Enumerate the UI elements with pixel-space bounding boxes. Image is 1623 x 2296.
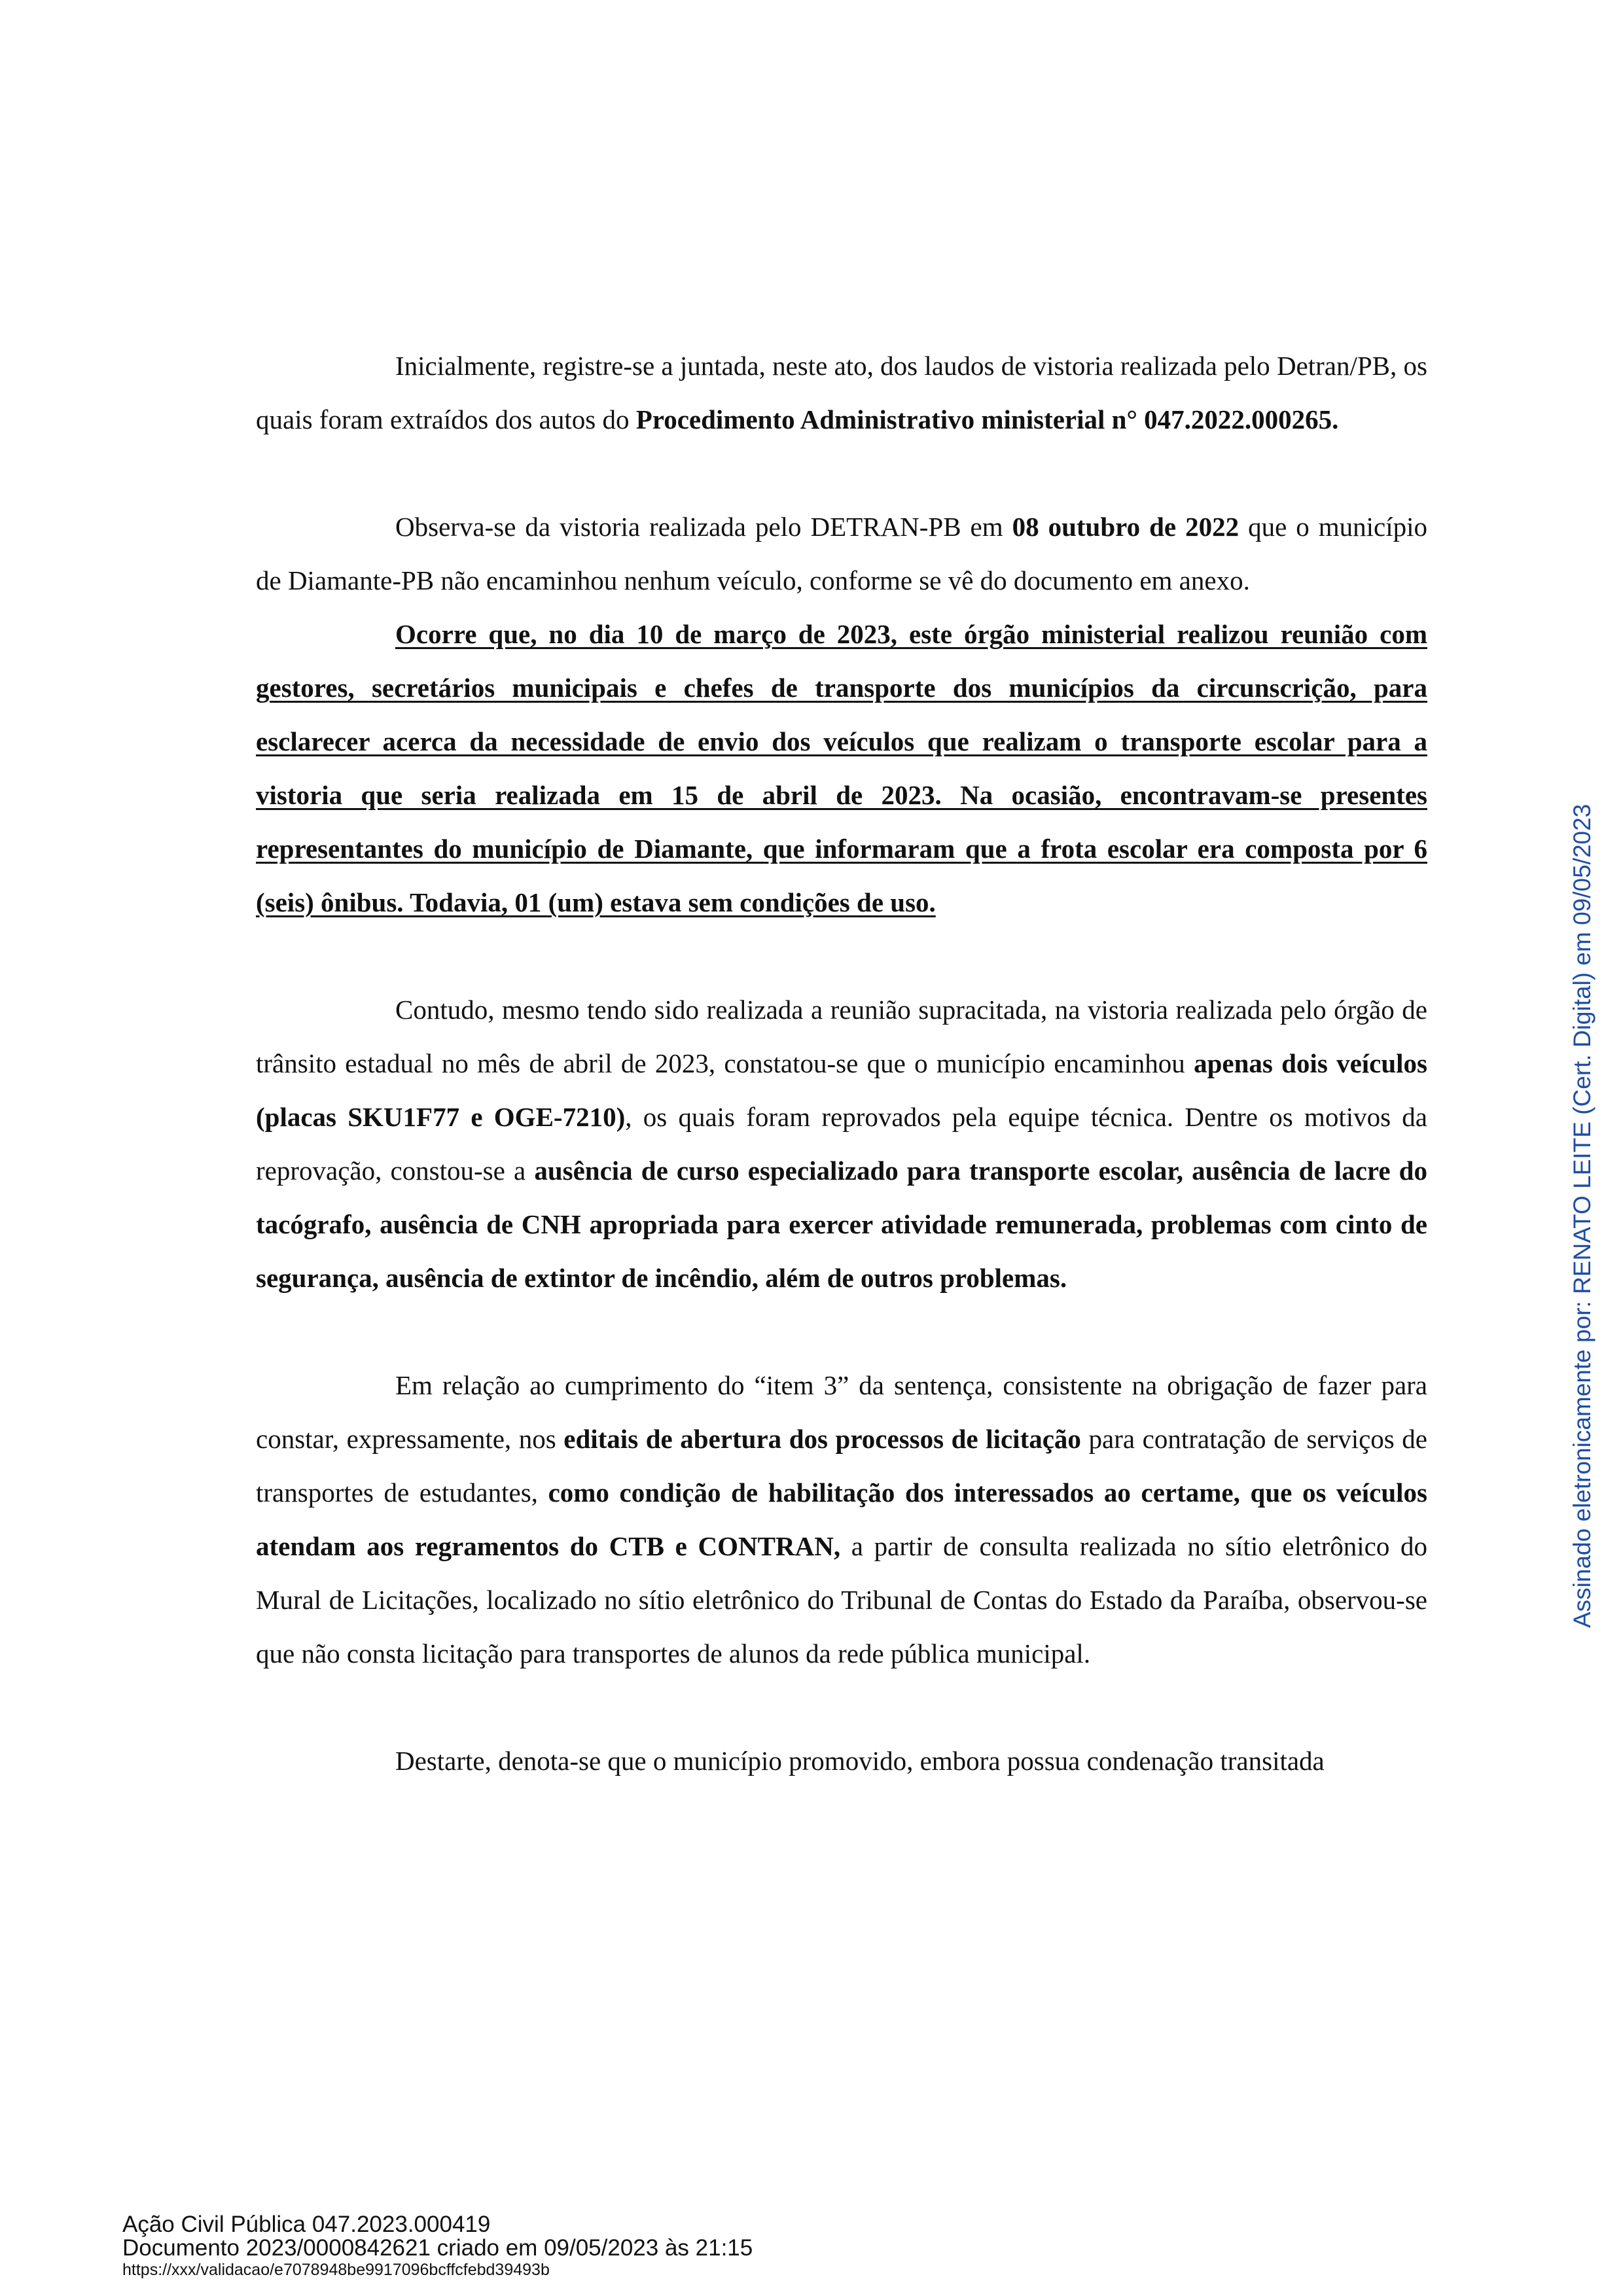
paragraph-text: Contudo, mesmo tendo sido realizada a reunião supracitada, na vistoria realizada pelo órgão de trânsito estadual no mês de abril de 2023, constatou-se que o município encaminhou: [256, 995, 1427, 1078]
paragraph-bold-text: Procedimento Administrativo ministerial n° 047.2022.000265.: [635, 404, 1339, 434]
document-body: [256, 339, 1427, 1788]
paragraph-text: Observa-se da vistoria realizada pelo DETRAN-PB em: [395, 512, 1012, 542]
paragraph-bold-text: apenas dois veículos (placas SKU1F77 e OGE-7210): [256, 1048, 1428, 1132]
paragraph-juntada: [256, 339, 1427, 446]
footer-document-info: Documento 2023/0000842621 criado em 09/05/2023 às 21:15: [122, 2235, 753, 2261]
paragraph-item-3: [256, 1358, 1427, 1680]
paragraph-bold-text: como condição de habilitação dos interessados ao certame, que os veículos atendam aos regramentos do CTB e CONTRAN,: [256, 1477, 1427, 1561]
paragraph-bold-text: editais de abertura dos processos de licitação: [563, 1424, 1081, 1454]
paragraph-text: Inicialmente, registre-se a juntada, neste ato, dos laudos de vistoria realizada pelo Detran/PB, os quais foram extraídos dos autos do: [256, 351, 1427, 434]
paragraph-text: Em relação ao cumprimento do “item 3” da sentença, consistente na obrigação de fazer para constar, expressamente, nos: [256, 1370, 1427, 1454]
footer-validation-url: https://xxx/validacao/e7078948be9917096bcffcfebd39493b: [122, 2261, 550, 2279]
document-footer: [122, 2213, 753, 2280]
paragraph-destarte: [256, 1734, 1427, 1788]
footer-case-number: Ação Civil Pública 047.2023.000419: [122, 2212, 491, 2237]
paragraph-text: Destarte, denota-se que o município promovido, embora possua condenação transitada: [395, 1746, 1325, 1776]
paragraph-bold-underlined-text: Ocorre que, no dia 10 de março de 2023, este órgão ministerial realizou reunião com gestores, secretários municipais e chefes de transporte dos municípios da circunscrição, para esclarecer acerca da necessidade de envio dos veículos que realizam o transporte escolar para a vistoria que seria realizada em 15 de abril de 2023. Na ocasião, encontravam-se presentes representantes do município de Diamante, que informaram que a frota escolar era composta por 6 (seis) ônibus. Todavia, 01 (um) estava sem condições de uso.: [256, 619, 1427, 917]
paragraph-reuniao: [256, 607, 1427, 929]
paragraph-vistoria-abril: [256, 983, 1427, 1305]
paragraph-text: para contratação de serviços de transportes de estudantes,: [256, 1424, 1428, 1508]
paragraph-text: a partir de consulta realizada no sítio eletrônico do Mural de Licitações, localizado no sítio eletrônico do Tribunal de Contas do Estado da Paraíba, observou-se que não consta licitação para transportes de alunos da rede pública municipal.: [256, 1531, 1427, 1669]
paragraph-bold-text: 08 outubro de 2022: [1012, 512, 1240, 542]
paragraph-bold-text: ausência de curso especializado para transporte escolar, ausência de lacre do tacógrafo, ausência de CNH apropriada para exercer atividade remunerada, problemas com cinto de segurança, ausência de extintor de incêndio, além de outros problemas.: [256, 1156, 1427, 1293]
electronic-signature-stamp: Assinado eletronicamente por: RENATO LEITE (Cert. Digital) em 09/05/2023: [1569, 804, 1596, 1628]
paragraph-text: que o município de Diamante-PB não encaminhou nenhum veículo, conforme se vê do documento em anexo.: [256, 512, 1427, 595]
paragraph-vistoria-outubro: [256, 500, 1427, 607]
paragraph-text: , os quais foram reprovados pela equipe técnica. Dentre os motivos da reprovação, constou-se a: [256, 1102, 1428, 1186]
